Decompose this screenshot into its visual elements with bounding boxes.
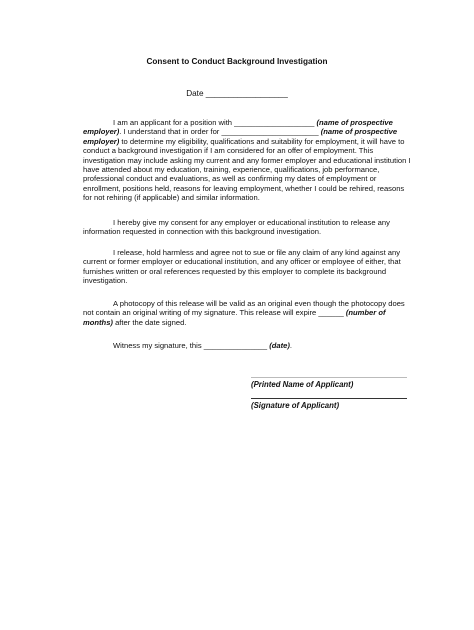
signature-label: (Signature of Applicant) [251,401,340,410]
date-line: Date __________________ [186,89,288,98]
printed-name-label: (Printed Name of Applicant) [251,380,354,389]
p1-text-3: to determine my eligibility, qualifications and suitability for employment, it will have to conduct a background investigation if I am considered for an offer of employment. This investigation may include asking my current and any former employer and educational institution I have attended about my education, training, experience, qualifications, job performance, professional conduct and evaluations, as well as confirming my dates of employment or enrollment, positions held, reasons for leaving employment, whether I could be rehired, reasons for not rehiring (if applicable) and similar information. [83,136,411,203]
p2-text: I hereby give my consent for any employer or educational institution to release any information requested in connection with this background investigation. [83,218,390,237]
printed-name-line [251,377,407,378]
paragraph-witness [83,341,413,350]
p1-text-2: . I understand that in order for _______________________ [119,127,321,137]
p5-text-2: . [289,341,292,350]
p5-text-1: Witness my signature, this _______________ [113,341,270,350]
p1-employer-placeholder-2: (name of prospective employer) [83,127,398,146]
p1-employer-placeholder-1: (name of prospective employer) [83,118,393,137]
paragraph-release [83,248,413,286]
p1-text-1: I am an applicant for a position with ___________________ [113,118,317,127]
p4-text-1: A photocopy of this release will be valid as an original even though the photocopy does not contain an original writing of my signature. This release will expire ______ [83,299,405,318]
signature-line [251,398,407,399]
p5-date-placeholder: (date) [269,341,290,350]
p3-text: I release, hold harmless and agree not to sue or file any claim of any kind against any current or former employer or educational institution, and any officer or employee of either, that furnishes written or oral references requested by this employer to complete its background investigation. [83,248,401,286]
paragraph-consent [83,218,413,237]
paragraph-applicant-statement [83,118,413,203]
p4-months-placeholder: (number of months) [83,308,386,327]
p4-text-2: after the date signed. [112,317,187,327]
document-title: Consent to Conduct Background Investigation [146,57,328,66]
paragraph-photocopy [83,299,413,327]
